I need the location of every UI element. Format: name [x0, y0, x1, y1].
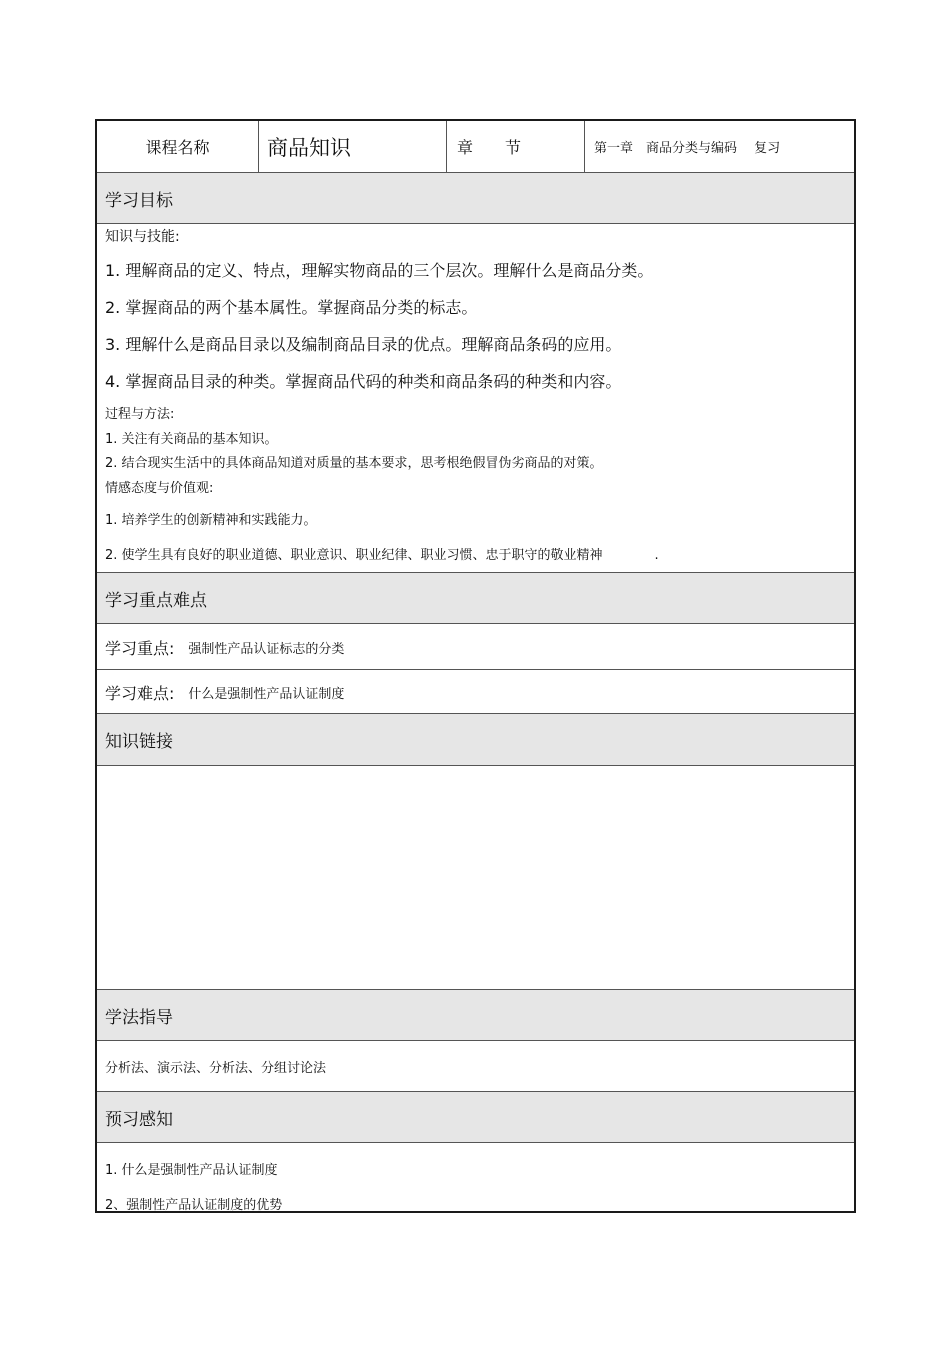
section-method-title: 学法指导 — [105, 1007, 173, 1028]
process-heading: 过程与方法: — [105, 407, 175, 422]
goals-content — [97, 223, 854, 572]
knowledge-item: 1. 理解商品的定义、特点，理解实物商品的三个层次。理解什么是商品分类。 — [105, 261, 654, 280]
knowledge-item: 2. 掌握商品的两个基本属性。掌握商品分类的标志。 — [105, 298, 478, 317]
section-method-header — [97, 989, 854, 1040]
section-link-title: 知识链接 — [105, 732, 173, 752]
course-label-cell — [97, 121, 259, 172]
section-keypoints-header — [97, 572, 854, 623]
preview-item: 2、强制性产品认证制度的优势 — [105, 1198, 283, 1213]
section-goals-title: 学习目标 — [105, 190, 173, 211]
lesson-plan-table — [95, 119, 856, 1213]
attitude-heading: 情感态度与价值观: — [105, 481, 214, 496]
chapter-value-cell — [585, 121, 854, 172]
knowledge-item: 4. 掌握商品目录的种类。掌握商品代码的种类和商品条码的种类和内容。 — [105, 372, 622, 391]
difficulty-value: 什么是强制性产品认证制度 — [188, 686, 345, 702]
focus-label: 学习重点: — [105, 638, 175, 658]
focus-value: 强制性产品认证标志的分类 — [188, 641, 345, 657]
course-value-cell — [259, 121, 447, 172]
knowledge-item: 3. 理解什么是商品目录以及编制商品目录的优点。理解商品条码的应用。 — [105, 335, 622, 354]
section-preview-header — [97, 1091, 854, 1142]
section-goals-header — [97, 172, 854, 223]
difficulty-entry — [105, 670, 344, 714]
difficulty-row — [97, 669, 854, 713]
preview-item: 1. 什么是强制性产品认证制度 — [105, 1163, 278, 1178]
section-keypoints-title: 学习重点难点 — [105, 590, 207, 611]
focus-entry — [105, 624, 344, 670]
method-content — [97, 1040, 854, 1091]
method-text: 分析法、演示法、分析法、分组讨论法 — [105, 1061, 327, 1076]
course-title: 商品知识 — [267, 135, 351, 160]
process-item: 2. 结合现实生活中的具体商品知道对质量的基本要求，思考根绝假冒伪劣商品的对策。 — [105, 456, 603, 471]
knowledge-heading: 知识与技能: — [105, 229, 180, 245]
difficulty-label: 学习难点: — [105, 683, 175, 703]
attitude-item: 2. 使学生具有良好的职业道德、职业意识、职业纪律、职业习惯、忠于职守的敬业精神 . — [105, 548, 659, 563]
section-preview-title: 预习感知 — [105, 1109, 173, 1130]
process-item: 1. 关注有关商品的基本知识。 — [105, 432, 278, 447]
header-row — [97, 121, 854, 172]
chapter-label: 章 节 — [457, 138, 522, 157]
link-content-empty — [97, 765, 854, 989]
chapter-title: 第一章 商品分类与编码 复习 — [594, 141, 781, 156]
chapter-label-cell — [447, 121, 585, 172]
course-label: 课程名称 — [145, 138, 210, 157]
preview-content — [97, 1142, 854, 1213]
section-link-header — [97, 713, 854, 765]
focus-row — [97, 623, 854, 669]
attitude-item: 1. 培养学生的创新精神和实践能力。 — [105, 513, 317, 528]
